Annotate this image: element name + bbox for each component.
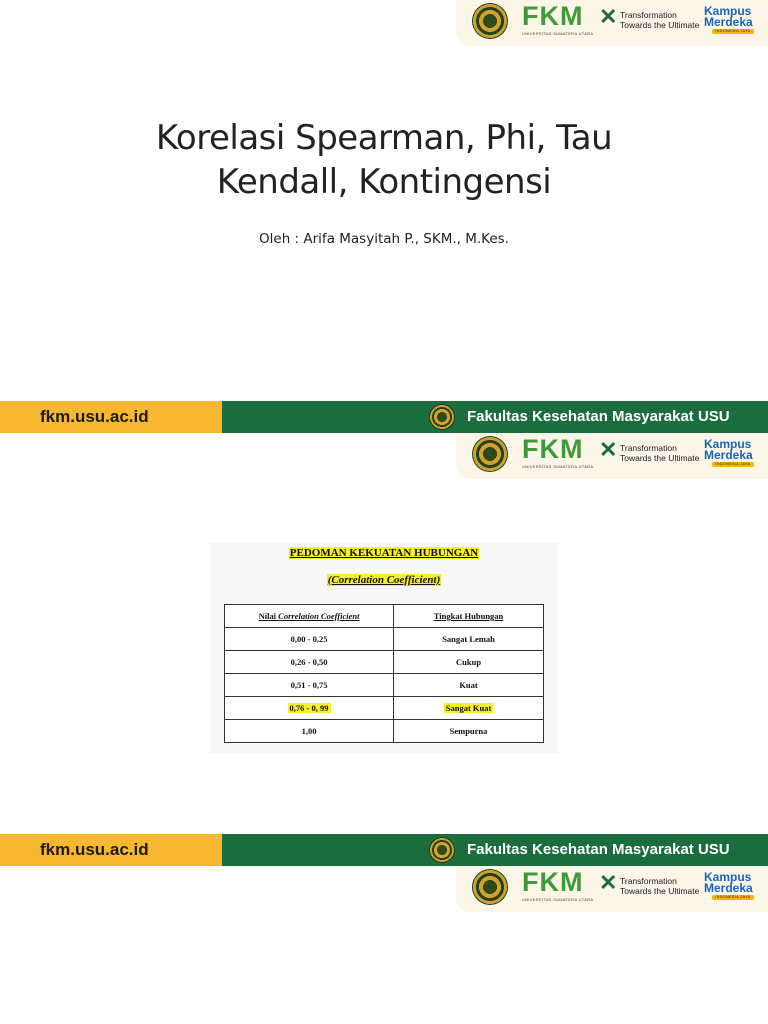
tagline-line2: Towards the Ultimate [620,20,700,30]
range-text: 0,00 - 0,25 [290,634,328,644]
header-logo-band [456,866,768,912]
slide-title-line1: Korelasi Spearman, Phi, Tau [155,118,613,158]
kampus-logo-subtext: INDONESIA JAYA [712,462,754,467]
level-text: Sangat Lemah [442,634,495,644]
table-cell-range [225,720,394,743]
header-logo-band [456,433,768,479]
range-text: 0,51 - 0,75 [290,680,328,690]
table-cell-range [225,651,394,674]
kampus-logo-line1: Kampus [704,437,752,451]
table-slide [0,433,768,866]
transformation-logo-icon: ✕ [599,4,618,29]
table-cell-level [394,674,544,697]
correlation-strength-table [224,604,544,743]
fkm-logo-text: FKM [522,867,584,897]
range-text-highlighted: 0,76 - 0, 99 [289,703,329,713]
kampus-logo-line2: Merdeka [704,881,753,895]
table-header-coefficient [225,605,394,628]
range-text: 0,26 - 0,50 [290,657,328,667]
usu-seal-icon [472,436,508,472]
tagline-line2: Towards the Ultimate [620,886,700,896]
level-text: Cukup [456,657,482,667]
next-slide-partial [0,866,768,1024]
tagline-line1: Transformation [620,876,677,886]
table-row [225,651,544,674]
fkm-logo-subtext: UNIVERSITAS SUMATERA UTARA [522,31,594,36]
header-coefficient-italic: Correlation Coefficient [278,611,360,621]
table-cell-level [394,651,544,674]
kampus-logo-subtext: INDONESIA JAYA [712,895,754,900]
footer-bar [0,834,768,866]
level-text: Kuat [459,680,478,690]
footer-url-area [0,401,222,433]
table-cell-range [225,674,394,697]
table-title-text: PEDOMAN KEKUATAN HUBUNGAN [289,547,479,559]
tagline-line1: Transformation [620,443,677,453]
table-cell-range [225,697,394,720]
footer-faculty-name: Fakultas Kesehatan Masyarakat USU [467,408,730,425]
kampus-logo-line1: Kampus [704,4,752,18]
kampus-logo-line2: Merdeka [704,15,753,29]
fkm-logo-subtext: UNIVERSITAS SUMATERA UTARA [522,464,594,469]
table-row [225,628,544,651]
kampus-logo-line2: Merdeka [704,448,753,462]
footer-bar [0,401,768,433]
tagline-line1: Transformation [620,10,677,20]
table-cell-level [394,720,544,743]
level-text-highlighted: Sangat Kuat [445,703,492,713]
fkm-logo-text: FKM [522,1,584,31]
usu-seal-icon [472,3,508,39]
kampus-logo-line1: Kampus [704,870,752,884]
transformation-logo-icon: ✕ [599,437,618,462]
level-text: Sempurna [449,726,488,736]
footer-faculty-name: Fakultas Kesehatan Masyarakat USU [467,841,730,858]
footer-faculty-area [222,834,768,866]
table-row-highlighted [225,697,544,720]
correlation-table-card [210,543,558,753]
footer-url: fkm.usu.ac.id [40,407,149,426]
table-cell-level [394,628,544,651]
slide-author: Oleh : Arifa Masyitah P., SKM., M.Kes. [259,231,509,247]
usu-seal-icon [472,869,508,905]
table-cell-range [225,628,394,651]
table-title [210,547,558,559]
table-header-level: Tingkat Hubungan [394,605,544,628]
slide-title [0,116,768,204]
fkm-logo-text: FKM [522,434,584,464]
footer-seal-icon [429,837,455,863]
table-header-row [225,605,544,628]
title-slide [0,0,768,433]
transformation-logo-icon: ✕ [599,870,618,895]
slide-title-line2: Kendall, Kontingensi [216,162,552,202]
range-text: 1,00 [301,726,317,736]
table-row [225,720,544,743]
table-subtitle-text: (Correlation Coefficient) [327,574,441,586]
kampus-logo-subtext: INDONESIA JAYA [712,29,754,34]
table-subtitle [210,574,558,586]
header-logo-band [456,0,768,46]
footer-url-area [0,834,222,866]
fkm-logo-subtext: UNIVERSITAS SUMATERA UTARA [522,897,594,902]
tagline-line2: Towards the Ultimate [620,453,700,463]
footer-seal-icon [429,404,455,430]
header-coefficient-prefix: Nilai [258,611,279,621]
table-row [225,674,544,697]
footer-faculty-area [222,401,768,433]
table-cell-level [394,697,544,720]
footer-url: fkm.usu.ac.id [40,840,149,859]
